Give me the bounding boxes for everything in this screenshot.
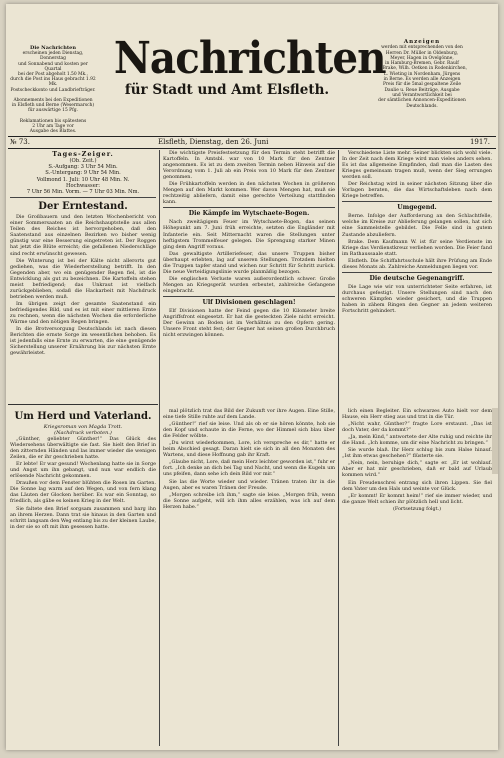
ads-lines <box>352 45 492 109</box>
separator <box>342 201 492 202</box>
tages-zeiger-lines <box>10 158 156 195</box>
paragraph: Draußen vor dem Fenster blühten die Rosen im Garten. Die Sonne lag warm auf den Wegen, und von fern klang das Läuten der Glocken herüber. Es war ein Sonntag, so friedlich, als gäbe es keinen Krieg in der Welt. <box>10 480 156 505</box>
text-line: 7 Uhr 56 Min. Vorm. — 7 Uhr 03 Min. Nm. <box>26 189 140 196</box>
dateline <box>8 136 496 149</box>
paragraph: Die Frühkartoffeln werden in den nächsten Wochen in größeren Mengen auf den Markt kommen. Wer davon Mengen hat, muß sie rechtzeitig abliefern, damit eine gerechte Verteilung stattfinden kann. <box>163 181 335 206</box>
section-rule <box>8 404 158 405</box>
masthead-ads-info <box>352 40 492 109</box>
serial-body-3 <box>342 408 492 505</box>
article-body-gegenangriff <box>342 284 492 314</box>
text-line: der sämtlichen Annoncen-Expeditionen <box>378 98 466 104</box>
paragraph: Die englischen Verluste waren außerordentlich schwer. Große Mengen an Kriegsgerät wurden erbeutet, zahlreiche Gefangene eingebracht. <box>163 275 335 294</box>
paragraph: Die Großbauern und den letzten Wochenbericht von einer Sommersaaten an die Reichshauptstelle aus allen Teilen des Reiches ist hervorgehoben, daß den Saatenstand aus einzelnen Bezirken wo bisher wenig günstig war eine Besserung eingetreten ist. Der Roggen hat jetzt die Blüte erreicht; die gefallenen Niederschläge sind recht erwünscht gewesen. <box>10 214 156 257</box>
masthead-title: Nachrichten <box>113 33 386 84</box>
paragraph: Nach zweitägigem Feuer im Wytschaete-Bogen, das seinen Höhepunkt am 7. Juni früh erreichte, setzten die Engländer mit Infanterie ein. Seit Mitternacht waren die Stellungen unter heftigstem Trommelfeuer gelegen. Die Sprengung starker Minen ging dem Angriff voraus. <box>163 219 335 250</box>
paragraph: „Er kommt! Er kommt heim!“ rief sie immer wieder, und die ganze Welt schien ihr plötzlich hell und licht. <box>342 492 492 505</box>
text-line: erscheinen jeden Dienstag, Donnerstag <box>22 51 84 62</box>
page-edge-tab <box>492 408 498 474</box>
paragraph: Elsfleth. Die Schiffahrtsschule hält ihre Prüfung am Ende dieses Monats ab. Zahlreiche Anmeldungen liegen vor. <box>342 257 492 270</box>
paragraph: „Nein, nein, beruhige dich,“ sagte er. „Er ist wohlauf. Aber er hat mir geschrieben, daß er bald auf Urlaub kommen wird.“ <box>342 460 492 479</box>
column-2 <box>163 150 335 404</box>
headline-umgegend: Umgegend. <box>397 204 437 212</box>
text-line: werden mit entsprechenden von den <box>381 45 463 51</box>
text-line: und Sonnabend und kosten per Quartal <box>18 61 88 72</box>
paragraph: mal plötzlich trat das Bild der Zukunft vor ihre Augen. Eine Stille, eine tiefe Stille ruhte auf dem Lande. <box>163 408 335 421</box>
text-line: S.-Aufgang: 3 Uhr 54 Min. <box>48 164 118 171</box>
headline-wytschaete: Die Kämpfe im Wytschaete-Bogen. <box>188 210 310 218</box>
separator <box>342 272 492 273</box>
paragraph: lich einen Begleiter. Ein schwarzes Auto hielt vor dem Hause, ein Herr stieg aus und trat in die Tür. <box>342 408 492 421</box>
issue-year: 1917. <box>469 138 490 146</box>
paragraph: Elf Divisionen hatte der Feind gegen die 10 Kilometer breite Angriffsfront eingesetzt. Er hat die gesteckten Ziele nicht erreicht. Der Gewinn an Boden ist im Verhältnis zu den Opfern gering. Unsere Front steht fest; der Gegner hat seinen großen Durchbruch nicht erzwingen können. <box>163 307 335 339</box>
headline-gegenangriff: Die deutsche Gegenangriff. <box>369 274 465 282</box>
text-line: durch die Post ins Haus gebracht 1.92 Mk. <box>10 77 96 88</box>
paragraph: Der Reichstag wird in seiner nächsten Sitzung über die Vorlagen beraten, die das Wirtschaftsleben nach dem Kriege betreffen. <box>342 181 492 200</box>
column-rule <box>159 150 160 746</box>
paragraph: Brake. Dem Kaufmann W. ist für seine Verdienste im Kriege das Verdienstkreuz verliehen worden. Die Feier fand im Rathaussaale statt. <box>342 238 492 257</box>
text-line: Reklamationen bis spätestens <box>19 118 87 124</box>
article-body-divisionen <box>163 308 335 338</box>
column-4 <box>10 408 156 748</box>
paragraph: In die Brotversorgung Deutschlands ist nach diesen Berichten die ernste Sorge im wesentlichen behoben. Es ist jedenfalls eine Ernte zu erwarten, die eine genügende Sicherstellung unserer Ernährung bis zur nächsten Ernte gewährleistet. <box>10 326 156 357</box>
paragraph: Sie faltete den Brief sorgsam zusammen und barg ihn an ihrem Herzen. Dann trat sie hinaus in den Garten und schritt langsam den Weg entlang bis zu der kleinen Laube, in der sie so oft mit ihm gesessen hatte. <box>10 505 156 530</box>
text-line: Postscheckkonto und Landbriefträger. <box>10 87 96 93</box>
column-6 <box>342 408 492 746</box>
paragraph: „Günther!“ rief sie leise. Und als ob er sie hören könnte, hob sie den Kopf und schaute in die Ferne, wo der Himmel sich blau über die Felder wölbte. <box>163 421 335 440</box>
column-5 <box>163 408 335 746</box>
serial-continued: (Fortsetzung folgt.) <box>392 505 442 512</box>
text-line: Hochwasser: <box>65 182 101 189</box>
masthead-subtitle: für Stadt und Amt Elsfleth. <box>124 82 330 98</box>
column-3 <box>342 150 492 404</box>
paragraph: Das gewaltigste Artilleriefeuer, das unsere Truppen bisher überhaupt erlebten, lag auf unseren Stellungen. Trotzdem hielten die Truppen tapfer stand und wichen nur Schritt für Schritt zurück. Die neue Verteidigungslinie wurde planmäßig bezogen. <box>163 250 335 275</box>
paragraph: Ein Freudenschrei entrang sich ihren Lippen. Sie fiel dem Vater um den Hals und weinte vor Glück. <box>342 479 492 492</box>
headline-divisionen: Ulf Divisionen geschlagen! <box>202 298 296 306</box>
separator <box>163 207 335 208</box>
text-line: S.-Untergang: 9 Uhr 54 Min. <box>45 170 121 177</box>
article-body-wytschaete <box>163 219 335 294</box>
text-line: L. Wieting in Nordenham, Jürgens <box>383 71 461 77</box>
article-body-preise <box>163 150 335 205</box>
serial-note: (Nachdruck verboten.) <box>54 430 112 436</box>
issue-number: № 73. <box>10 138 30 146</box>
paragraph: Die wichtigste Preisfestsetzung für den Termin steht betrifft die Kartoffeln. In Amtsbl. war von 10 Mark für den Zentner angenommen. Es ist zu dem zweiten Termin neben Hinweis auf die Verordnung vom 1. Juli ab ein Preis von 10 Mark für den Zentner genommen. <box>163 150 335 181</box>
subscription-title: Die Nachrichten <box>30 45 76 51</box>
paragraph: Die Lage wie wir von unterrichteter Seite erfahren, ist durchaus gefestigt. Unsere Stellungen sind nach den schweren Kämpfen wieder gesichert, und die Truppen haben in zähem Ringen den Gegner an jedem weiteren Fortschritt gehindert. <box>342 283 492 314</box>
text-line: 2 Uhr am Tage vor <box>32 124 74 130</box>
serial-body-2 <box>163 408 335 510</box>
text-line: Preis für die 5mal gespaltene Zeile <box>383 82 461 88</box>
text-line: Deutschlands. <box>406 103 438 109</box>
place-date: Elsfleth, Dienstag, den 26. Juni <box>158 138 269 146</box>
tages-zeiger-box <box>10 150 156 195</box>
text-line: in Elsfleth und Berne (Wesermarsch) <box>11 103 95 109</box>
paragraph: „Du wirst wiederkommen, Lore, ich verspreche es dir,“ hatte er beim Abschied gesagt. Daran hielt sie sich in all den Monaten des Wartens, und diese Hoffnung gab ihr Kraft. <box>163 440 335 459</box>
article-body-umgegend <box>342 213 492 269</box>
paragraph: Er lebte! Er war gesund! Wochenlang hatte sie in Sorge und Angst um ihn gebangt, und nun war endlich die erlösende Nachricht gekommen. <box>10 461 156 480</box>
paragraph: Die Winterung ist bei der Kälte nicht allerorts gut gediehen, was die Wiederherstellung betrifft. In den Gegenden aber, wo ein genügender Regen fiel, ist die Entwicklung als gut zu bezeichnen. Die Kartoffeln stehen meist befriedigend; das Unkraut ist vielfach zurückgeblieben, sodaß die Hackarbeit mit Nachdruck betrieben werden muß. <box>10 257 156 300</box>
text-line: Herren Dr. Müller in Oldenburg, <box>385 50 459 56</box>
text-line: für auswärtige 15 Pfg. <box>28 108 78 114</box>
ads-title: Anzeigen <box>403 39 441 45</box>
separator <box>10 197 156 198</box>
serial-body-1 <box>10 436 156 530</box>
serial-byline: Kriegsroman von Magda Trott. <box>43 424 123 430</box>
text-line: (Ob. Zeit.) <box>69 158 97 164</box>
text-line: Ausgabe des Blattes. <box>29 129 77 135</box>
paragraph: Verschiedene Liste mehr. Seiner blickten sich wohl viele. In der Zeit nach dem Kriege wird man vieles anders sehen. Es ist das allgemeine Empfinden, daß man die Lasten des Krieges gemeinsam tragen muß, wenn der Sieg errungen werden soll. <box>342 150 492 181</box>
text-line: und Verantwortlichkeit bei <box>392 92 452 98</box>
text-line: Meyer, Hagen in Ovelgönne, <box>390 55 454 61</box>
masthead-subscription-info <box>10 46 96 134</box>
serial-title: Um Herd und Vaterland. <box>14 411 152 422</box>
column-rule <box>338 150 339 746</box>
text-line: Daulie u. Reue Beiträge, Ausgabe <box>384 87 460 93</box>
text-line: in Hamburg-Bremen, Gebr. Raulf <box>385 61 459 67</box>
text-line: Abonnements bei den Expeditionen <box>13 98 93 104</box>
paragraph: „Nicht wahr, Günther?“ fragte Lore erstaunt. „Das ist doch Vater, der da kommt?“ <box>342 421 492 434</box>
paragraph: Sie las die Worte wieder und wieder. Tränen traten ihr in die Augen, aber es waren Tränen der Freude. <box>163 478 335 491</box>
text-line: bei der Post abgeholt 1.50 Mk., <box>18 72 88 78</box>
paragraph: Im übrigen zeigt der gesamte Saatenstand ein befriedigendes Bild, und es ist mit einer mittleren Ernte zu rechnen, wenn die nächsten Wochen die erforderliche Wärme und den nötigen Regen bringen. <box>10 300 156 326</box>
paragraph: „Morgen schreibe ich ihm,“ sagte sie leise. „Morgen früh, wenn die Sonne aufgeht, will ich ihm alles erzählen, was ich auf dem Herzen habe.“ <box>163 491 335 510</box>
article-title-erntestand: Der Erntestand. <box>38 201 128 213</box>
paragraph: Berne. Infolge der Aufforderung an den Schlachtfelle, welche im Kreise zur Ablieferung gelangen sollen, hat sich eine Sammelstelle gebildet. Die Felle sind in gutem Zustande abzuliefern. <box>342 213 492 238</box>
paragraph: „Glaube nicht, Lore, daß mein Herz leichter geworden ist,“ fuhr er fort. „Ich denke an dich bei Tag und Nacht, und wenn die Kugeln um uns pfeifen, dann sehe ich dein Bild vor mir.“ <box>163 459 335 478</box>
paragraph: „Günther, geliebter Günther!“ Das Glück des Wiedersehens überwältigte sie fast. Sie hielt den Brief in den zitternden Händen und las immer wieder die wenigen Zeilen, die er ihr geschrieben hatte. <box>10 436 156 461</box>
separator <box>163 296 335 297</box>
text-line: in Brake, Wilh. Oetken in Rodenkirchen, <box>376 66 467 72</box>
text-line: in Berne. Es werden alle Anzeigen <box>383 77 461 83</box>
column-1 <box>10 150 156 404</box>
newspaper-page <box>6 4 498 750</box>
tages-zeiger-title: Tages-Zeiger. <box>52 150 114 158</box>
article-body-intro <box>342 150 492 199</box>
paragraph: Sie wurde blaß. Ihr Herz schlug bis zum Halse hinauf. „Ist ihm etwas geschehen?“ flüsterte sie. <box>342 447 492 460</box>
paragraph: „Ja, mein Kind,“ antwortete der Alte ruhig und reichte ihr die Hand. „Ich komme, um dir eine Nachricht zu bringen.“ <box>342 434 492 447</box>
text-line: Vollmond 1. Juli: 10 Uhr 48 Min. N. <box>36 176 130 183</box>
subscription-lines <box>10 51 96 134</box>
article-body-erntestand <box>10 214 156 356</box>
